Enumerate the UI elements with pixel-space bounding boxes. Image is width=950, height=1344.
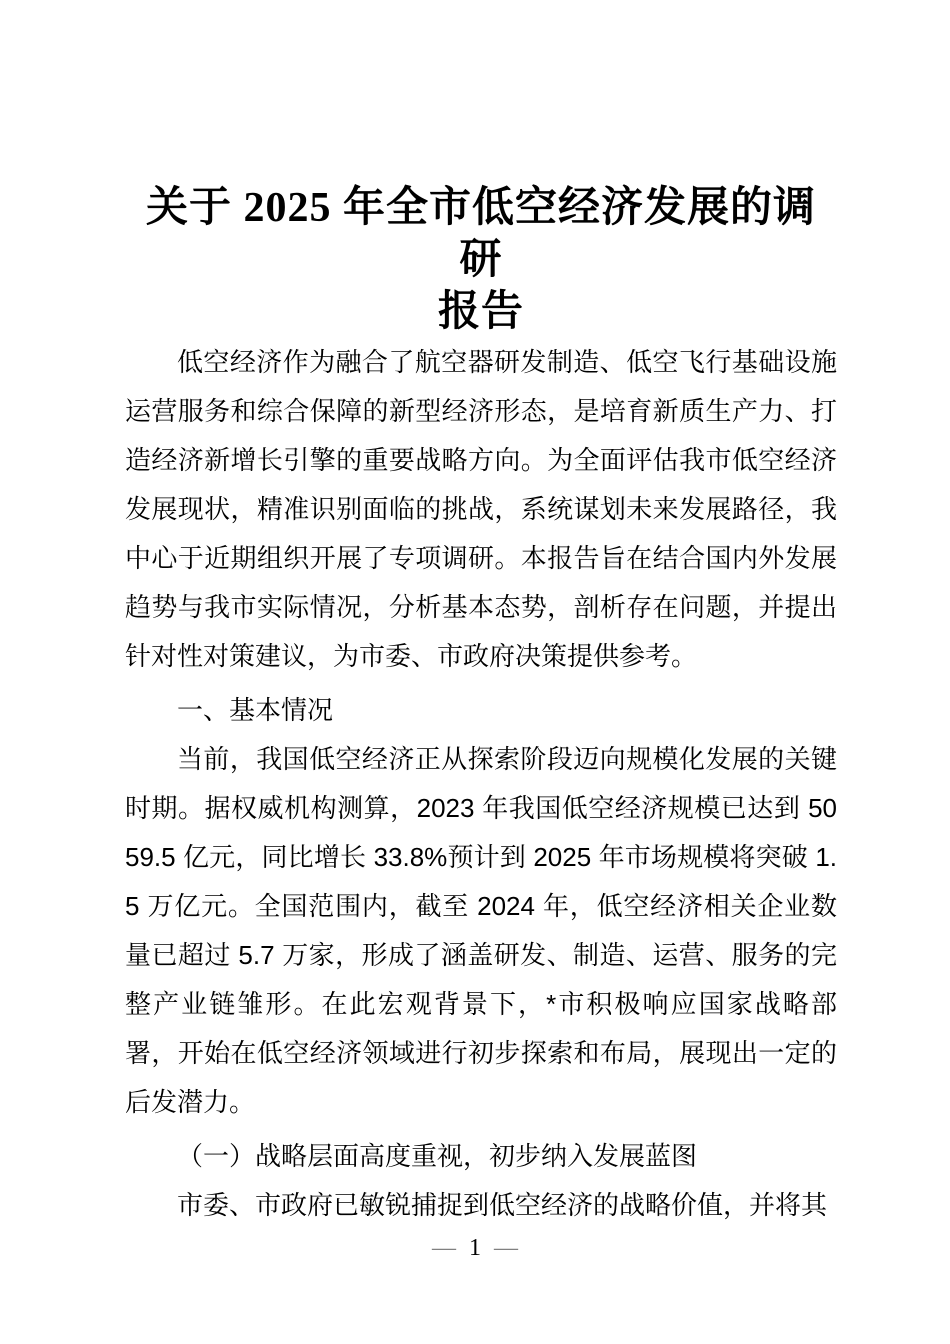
document-title-line1: 关于 2025 年全市低空经济发展的调研 xyxy=(145,185,816,283)
footer-dash-left: — xyxy=(432,1235,456,1261)
document-title xyxy=(125,182,837,338)
body-paragraph-national-overview: 当前，我国低空经济正从探索阶段迈向规模化发展的关键时期。据权威机构测算，2023 年我国低空经济规模已达到 5059.5 亿元，同比增长 33.8%预计到 2025 年市场规模将突破 1.5 万亿元。全国范围内，截至 2024 年，低空经济相关企业数量已超过 5.7 万家，形成了涵盖研发、制造、运营、服务的完整产业链雏形。在此宏观背景下，*市积极响应国家战略部署，开始在低空经济领域进行初步探索和布局，展现出一定的后发潜力。 xyxy=(125,744,837,1117)
intro-paragraph: 低空经济作为融合了航空器研发制造、低空飞行基础设施运营服务和综合保障的新型经济形态，是培育新质生产力、打造经济新增长引擎的重要战略方向。为全面评估我市低空经济发展现状，精准识别面临的挑战，系统谋划未来发展路径，我中心于近期组织开展了专项调研。本报告旨在结合国内外发展趋势与我市实际情况，分析基本态势，剖析存在问题，并提出针对性对策建议，为市委、市政府决策提供参考。 xyxy=(125,347,837,671)
footer-dash-right: — xyxy=(494,1235,518,1261)
document-title-line2: 报告 xyxy=(437,289,524,335)
body-paragraph-city-government: 市委、市政府已敏锐捕捉到低空经济的战略价值，并将其 xyxy=(177,1190,828,1220)
section-heading-basic-situation: 一、基本情况 xyxy=(177,695,334,725)
subsection-heading-strategic-attention: （一）战略层面高度重视，初步纳入发展蓝图 xyxy=(177,1141,698,1171)
page-footer xyxy=(0,1230,950,1266)
page-number: 1 xyxy=(469,1235,481,1261)
